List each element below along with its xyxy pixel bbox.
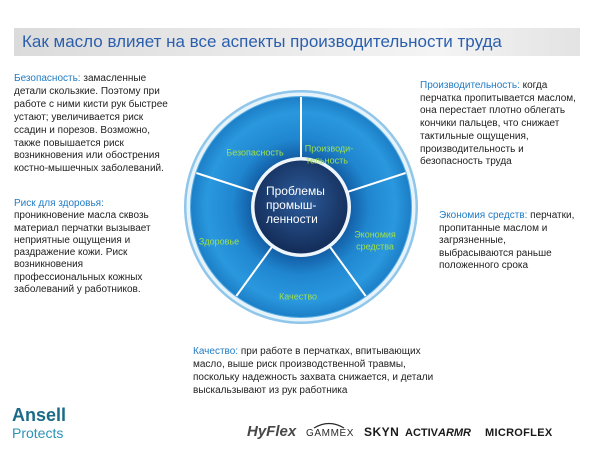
callout-label: Качество: [193, 346, 239, 357]
callout-first-line [420, 80, 576, 93]
callout-text: безопасность труда [420, 156, 512, 168]
segment-label-productivity: Производи- [304, 143, 354, 154]
center-label: Проблемы [266, 184, 325, 198]
callout-label: Экономия средств: [439, 210, 528, 221]
slide-title: Как масло влияет на все аспекты производительности труда [22, 32, 502, 51]
activarmr-logo-first: ACTIV [405, 427, 438, 439]
skyn-logo: SKYN [364, 425, 400, 439]
callout-text: работе с ними кисти рук быстрее [14, 98, 168, 110]
callout-text: проникновение масла сквозь [14, 210, 149, 222]
segment-label-health: Здоровье [198, 236, 240, 247]
segment-label-productivity: тельность [306, 155, 348, 166]
callout-text: производительность и [420, 143, 524, 155]
callout-label: Производительность: [420, 80, 520, 91]
callout-text: кончики пальцев, что снижает [420, 118, 560, 130]
callout-text: перчатка пропитывается маслом, [420, 92, 576, 104]
hyflex-logo: HyFlex [247, 423, 297, 440]
callout-text: положенного срока [439, 260, 529, 271]
callout-text: пропитанные маслом и [439, 222, 548, 234]
title-bar [14, 28, 580, 56]
microflex-logo: MICROFLEX [485, 427, 553, 439]
callout-text: загрязненные, [439, 235, 506, 246]
callout-text: масло, выше риск производственной травмы, [193, 359, 406, 370]
callout-safety [14, 73, 168, 176]
callout-health [14, 198, 151, 296]
ansell-logo-tagline: Protects [12, 425, 64, 441]
activarmr-logo [405, 427, 471, 439]
callout-text: при работе в перчатках, впитывающих [240, 346, 421, 357]
segment-label-savings: средства [356, 241, 394, 252]
callout-text: устают; увеличивается риск [14, 111, 144, 123]
callout-text: возникновения [14, 259, 84, 271]
callout-text: возникновения или обострения [14, 150, 160, 162]
callout-text: материал перчатки вызывает [14, 222, 151, 234]
callout-text: перчатки, [530, 210, 575, 221]
ansell-logo-name: Ansell [12, 405, 67, 425]
callout-first-line [439, 210, 574, 223]
oil-impact-diagram [180, 86, 422, 328]
callout-first-line [14, 73, 168, 86]
callout-label: Риск для здоровья: [14, 198, 104, 209]
callout-text: также повышается риск [14, 137, 124, 149]
center-label: ленности [266, 212, 318, 226]
activarmr-logo-second: ARMR [438, 427, 471, 439]
segment-label-savings: Экономия [354, 229, 396, 240]
callout-text: профессиональных кожных [14, 271, 143, 283]
callout-text: неприятные ощущения и [14, 234, 131, 246]
callout-text: раздражение кожи. Риск [14, 247, 128, 259]
segment-label-safety: Безопасность [226, 147, 284, 158]
center-label: промыш- [266, 198, 317, 212]
callout-text: когда [522, 80, 548, 91]
callout-text: детали скользкие. Поэтому при [14, 85, 160, 97]
callout-text: замасленные [83, 73, 147, 84]
callout-text: заболеваний у работников. [14, 284, 141, 296]
callout-text: выскальзывают из рук работника [193, 385, 348, 396]
callout-savings [439, 210, 574, 273]
gammex-logo: GAMMEX [306, 428, 355, 439]
segment-label-quality: Качество [278, 291, 318, 302]
callout-label: Безопасность: [14, 73, 81, 84]
callout-productivity [420, 80, 576, 169]
callout-text: костно-мышечных заболеваний. [14, 163, 164, 175]
callout-quality [193, 345, 433, 397]
callout-text: поскольку надежность захвата снижается, и детали [193, 372, 434, 383]
callout-text: тактильные ощущения, [420, 130, 529, 142]
callout-text: ссадин и порезов. Возможно, [14, 124, 151, 136]
callout-text: выбрасываются раньше [439, 247, 552, 259]
ansell-logo [12, 406, 66, 441]
callout-first-line [193, 345, 433, 358]
callout-text: она перестает плотно облегать [420, 105, 566, 117]
